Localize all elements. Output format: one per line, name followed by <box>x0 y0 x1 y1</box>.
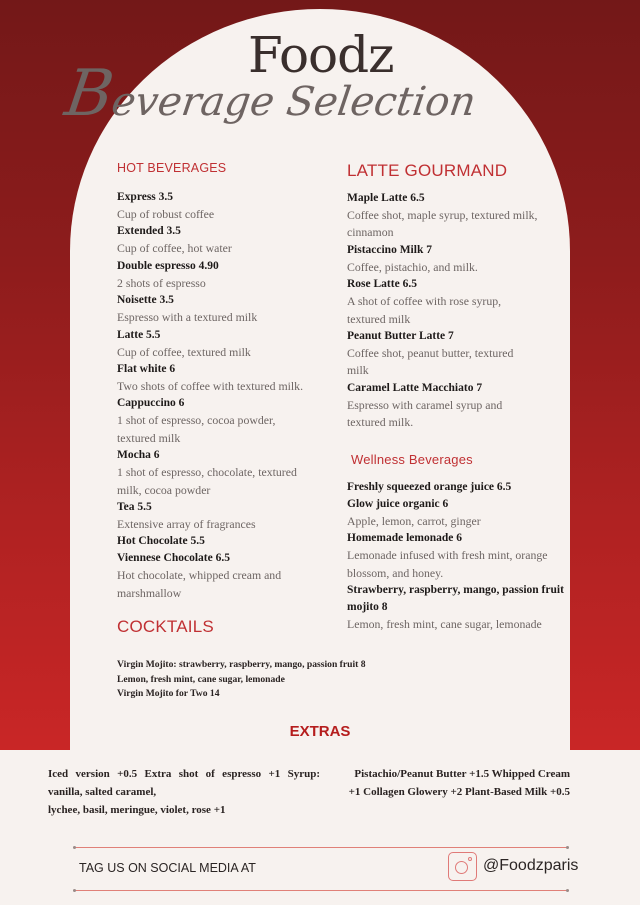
menu-item: Latte 5.5 Cup of coffee, textured milk <box>117 328 251 359</box>
menu-item: Viennese Chocolate 6.5 Hot chocolate, whipped cream and marshmallow <box>117 552 282 600</box>
menu-item: Glow juice organic 6 Apple, lemon, carrot, ginger <box>347 498 481 528</box>
menu-item: Extended 3.5 Cup of coffee, hot water <box>117 225 232 256</box>
social-handle-link[interactable]: @Foodzparis <box>483 857 579 874</box>
cocktail-line: Virgin Mojito for Two 14 <box>117 688 220 699</box>
extras-left-text <box>48 765 320 819</box>
extras-left-line1: Iced version +0.5 Extra shot of espresso +1 Syrup: vanilla, salted caramel, <box>48 768 320 798</box>
menu-item: Strawberry, raspberry, mango, passion fruit mojito 8 Lemon, fresh mint, cane sugar, lemonade <box>347 584 564 632</box>
extras-left-line2: lychee, basil, meringue, violet, rose +1 <box>48 804 226 816</box>
menu-item: Noisette 3.5 Espresso with a textured milk <box>117 294 258 325</box>
menu-item: Homemade lemonade 6 Lemonade infused with fresh mint, orange blossom, and honey. <box>347 532 548 580</box>
menu-subtitle <box>60 57 482 131</box>
instagram-dot <box>468 857 472 861</box>
menu-item: Double espresso 4.90 2 shots of espresso <box>117 259 219 290</box>
cocktail-line: Lemon, fresh mint, cane sugar, lemonade <box>117 673 285 685</box>
brand-logo: Foodz <box>248 26 394 84</box>
section-title-cocktails: COCKTAILS <box>117 617 214 636</box>
menu-item: Flat white 6 Two shots of coffee with textured milk. <box>117 363 304 394</box>
menu-item: Hot Chocolate 5.5 <box>117 535 205 548</box>
divider-top <box>75 847 567 848</box>
hot-beverages-list <box>117 189 317 602</box>
extras-right-text: Pistachio/Peanut Butter +1.5 Whipped Cream +1 Collagen Glowery +2 Plant-Based Milk +0.5 <box>348 768 570 798</box>
section-title-wellness-beverages: Wellness Beverages <box>351 452 473 467</box>
wellness-list <box>347 479 572 634</box>
latte-gourmand-list <box>347 190 557 432</box>
menu-item: Mocha 6 1 shot of espresso, chocolate, textured milk, cocoa powder <box>117 449 297 497</box>
menu-item: Caramel Latte Macchiato 7 Espresso with caramel syrup and textured milk. <box>347 381 503 430</box>
instagram-icon[interactable] <box>448 852 477 881</box>
menu-item: Maple Latte 6.5 Coffee shot, maple syrup, textured milk, cinnamon <box>347 192 538 240</box>
section-title-hot-beverages: HOT BEVERAGES <box>117 161 227 175</box>
menu-item: Express 3.5 Cup of robust coffee <box>117 191 215 221</box>
menu-item: Peanut Butter Latte 7 Coffee shot, peanut butter, textured milk <box>347 330 514 378</box>
menu-item: Rose Latte 6.5 A shot of coffee with rose syrup, textured milk <box>347 278 502 326</box>
menu-item: Freshly squeezed orange juice 6.5 <box>347 481 512 493</box>
cocktail-line: Virgin Mojito: strawberry, raspberry, mango, passion fruit 8 <box>117 659 366 670</box>
subtitle-rest: everage Selection <box>108 79 479 125</box>
section-title-extras: EXTRAS <box>289 723 351 740</box>
section-title-latte-gourmand: LATTE GOURMAND <box>347 161 508 180</box>
subtitle-initial: B <box>60 57 119 131</box>
cocktails-list <box>117 658 366 702</box>
menu-item: Pistaccino Milk 7 Coffee, pistachio, and milk. <box>347 243 478 274</box>
instagram-lens <box>455 861 468 874</box>
menu-item: Cappuccino 6 1 shot of espresso, cocoa powder, textured milk <box>117 397 276 445</box>
social-tag-text: TAG US ON SOCIAL MEDIA AT <box>79 861 256 875</box>
divider-bottom <box>75 890 567 891</box>
menu-item: Tea 5.5 Extensive array of fragrances <box>117 501 256 532</box>
